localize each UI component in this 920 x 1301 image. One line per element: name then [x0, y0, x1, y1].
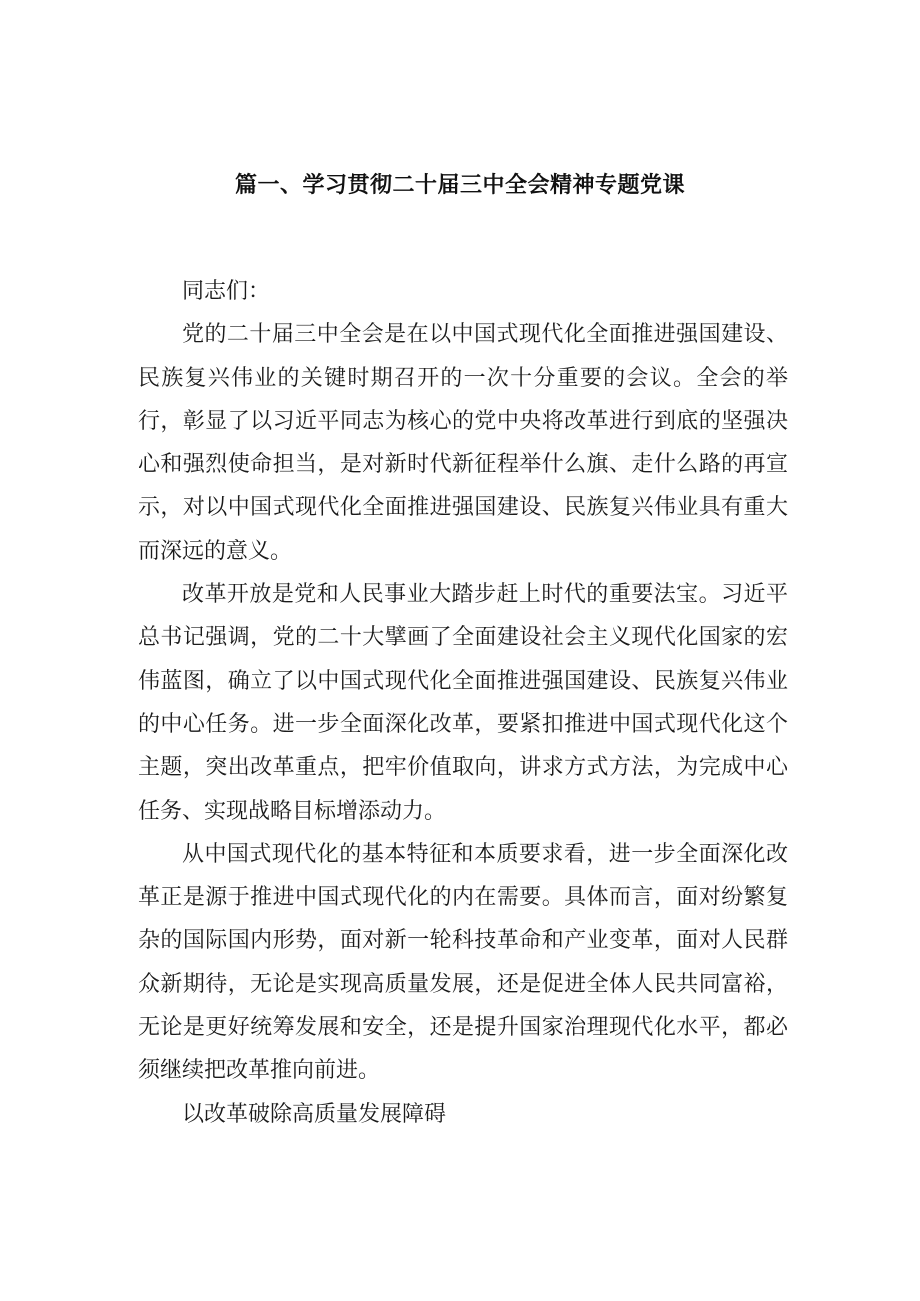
body-paragraph: 党的二十届三中全会是在以中国式现代化全面推进强国建设、民族复兴伟业的关键时期召开的一次十分重要的会议。全会的举行，彰显了以习近平同志为核心的党中央将改革进行到底的坚强决心和强烈使命担当，是对新时代新征程举什么旗、走什么路的再宣示，对以中国式现代化全面推进强国建设、民族复兴伟业具有重大而深远的意义。: [138, 322, 788, 564]
salutation-paragraph: 同志们：: [182, 279, 271, 304]
body-paragraph: 改革开放是党和人民事业大踏步赶上时代的重要法宝。习近平总书记强调，党的二十大擘画了全面建设社会主义现代化国家的宏伟蓝图，确立了以中国式现代化全面推进强国建设、民族复兴伟业的中心任务。进一步全面深化改革，要紧扣推进中国式现代化这个主题，突出改革重点，把牢价值取向，讲求方式方法，为完成中心任务、实现战略目标增添动力。: [138, 582, 788, 824]
document-title: 篇一、学习贯彻二十届三中全会精神专题党课: [234, 173, 685, 198]
body-paragraph: 从中国式现代化的基本特征和本质要求看，进一步全面深化改革正是源于推进中国式现代化的内在需要。具体而言，面对纷繁复杂的国际国内形势，面对新一轮科技革命和产业变革，面对人民群众新期待，无论是实现高质量发展，还是促进全体人民共同富裕，无论是更好统筹发展和安全，还是提升国家治理现代化水平，都必须继续把改革推向前进。: [138, 841, 788, 1084]
document-body: [138, 270, 788, 1136]
section-heading: 以改革破除高质量发展障碍: [182, 1101, 447, 1127]
